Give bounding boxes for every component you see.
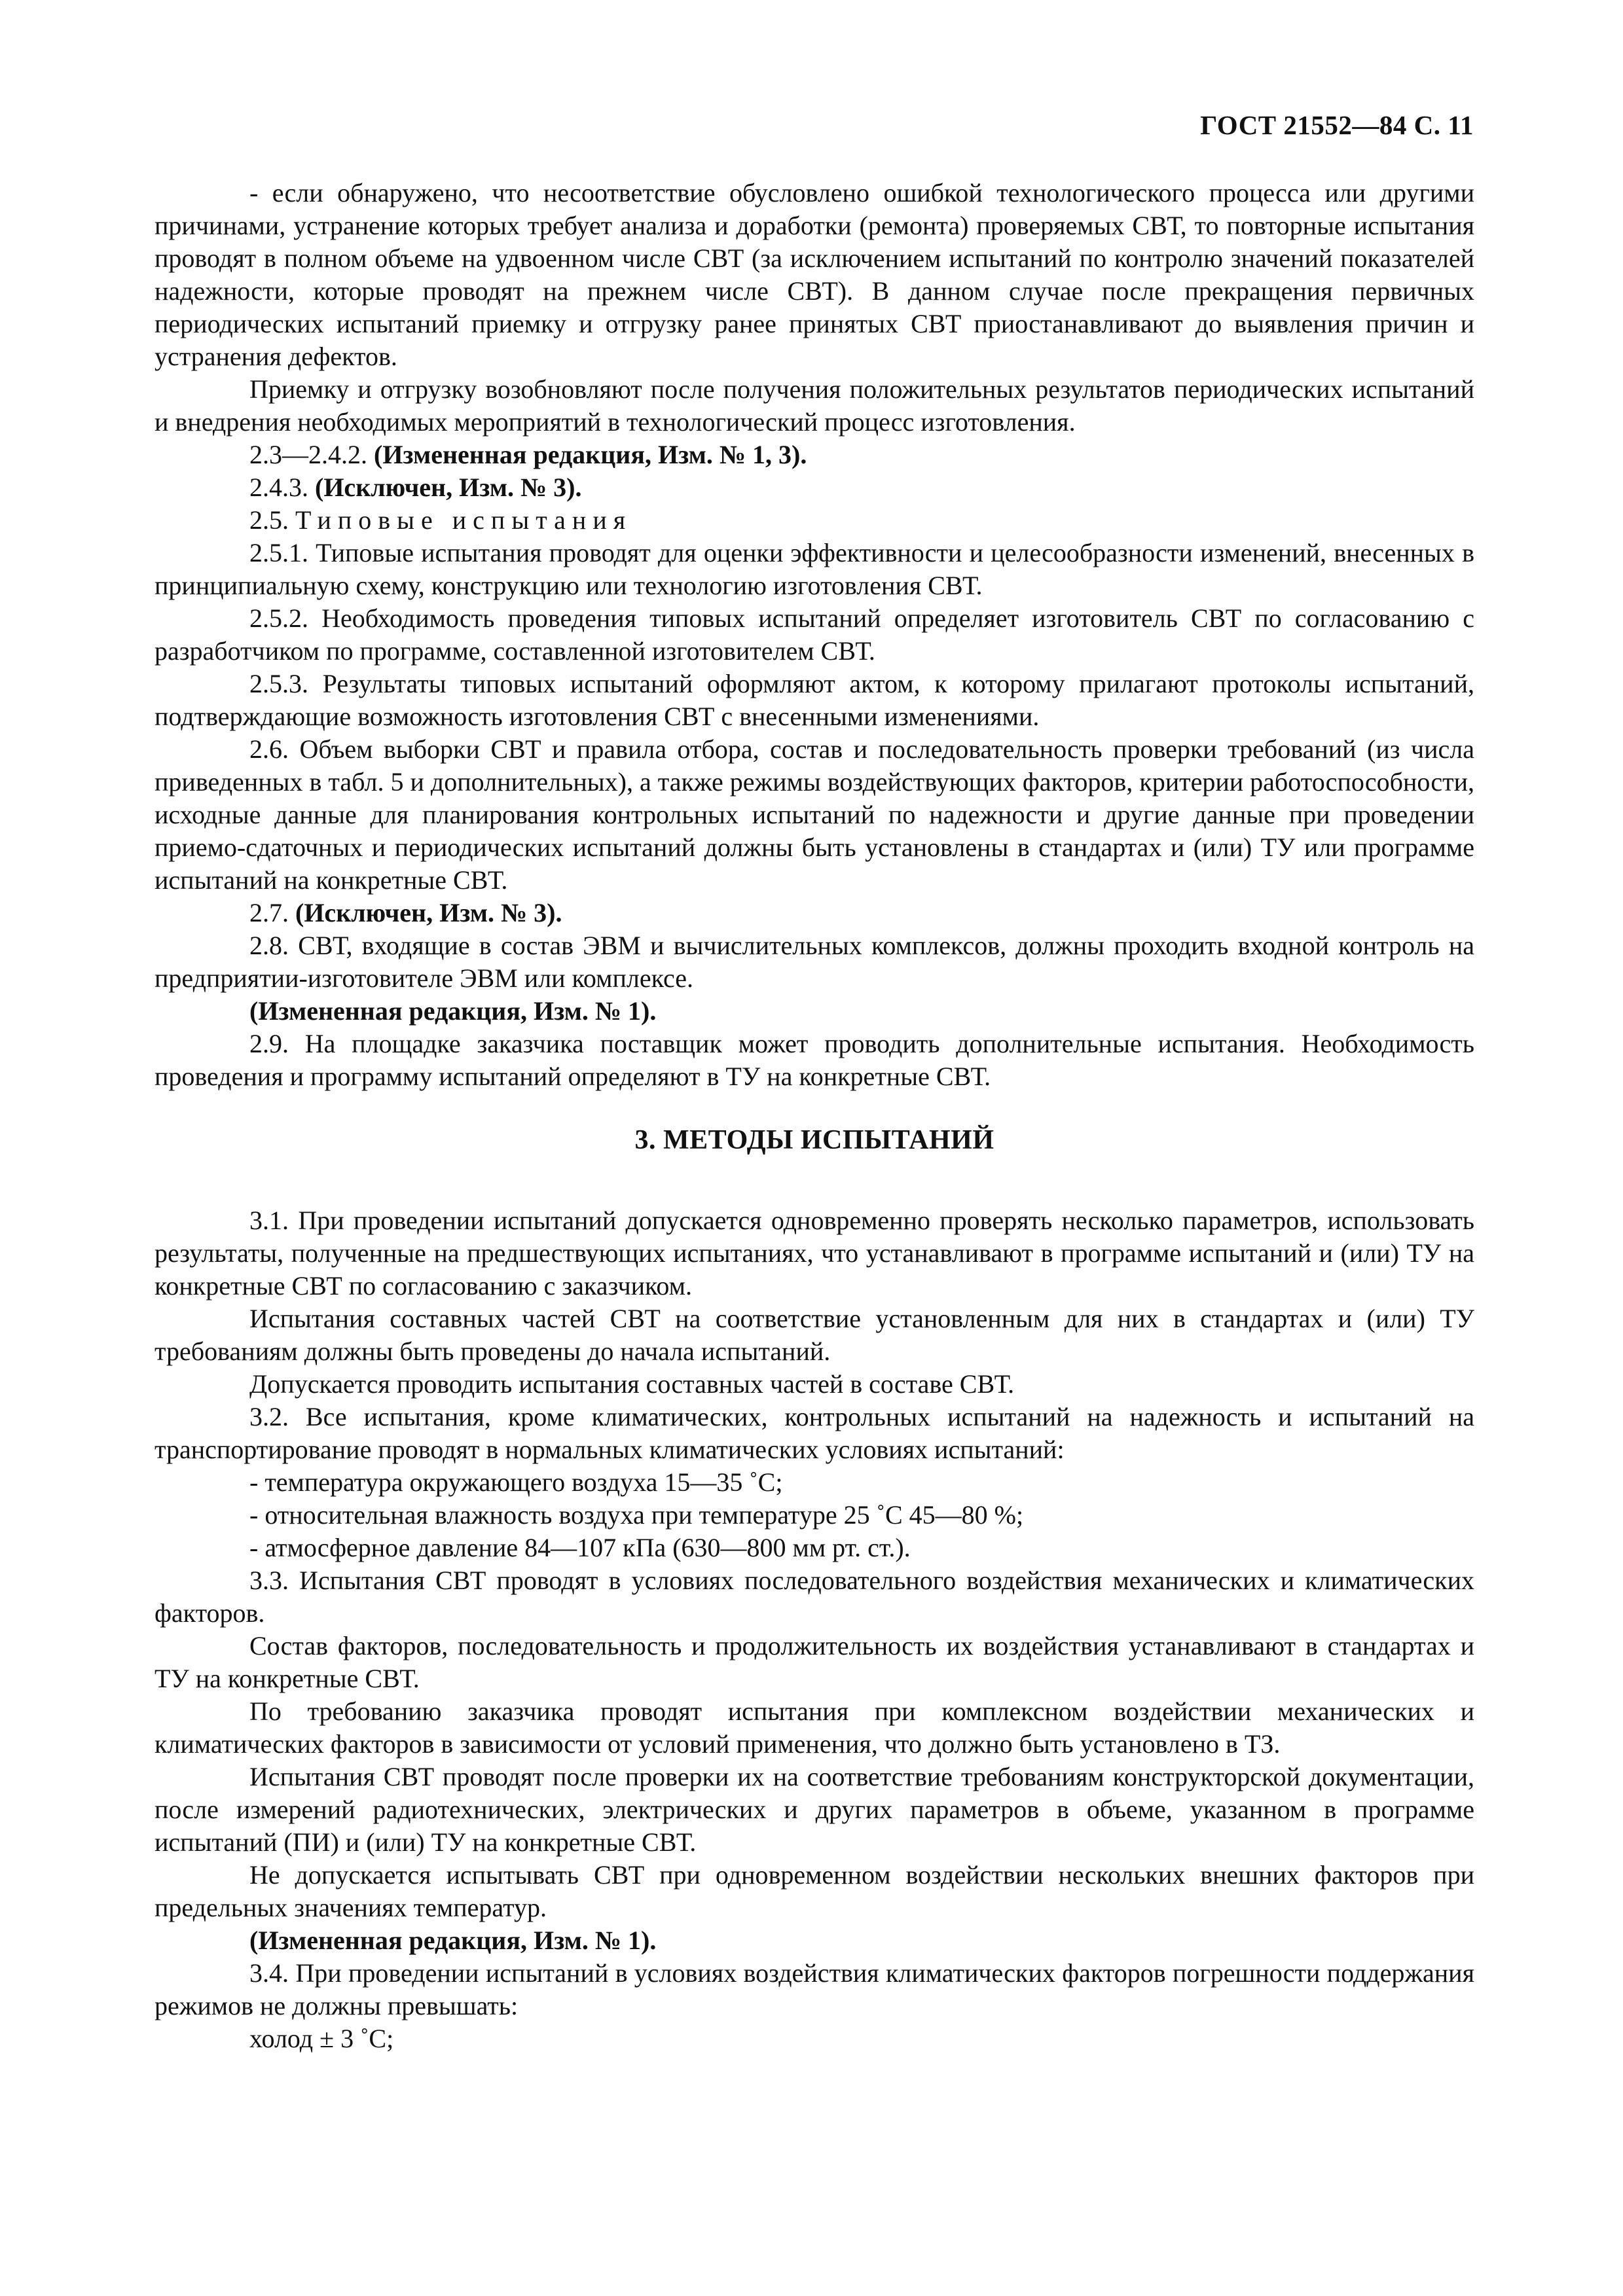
- spaced-heading: Типовые испытания: [295, 505, 632, 535]
- clause-2-8: 2.8. СВТ, входящие в состав ЭВМ и вычислительных комплексов, должны проходить входной контроль на предприятии-изготовителе ЭВМ или комплексе.: [155, 931, 1474, 993]
- clause-3-4: 3.4. При проведении испытаний в условиях воздействия климатических факторов погрешности поддержания режимов не должны превышать:: [155, 1958, 1474, 2020]
- clause-3-3: 3.3. Испытания СВТ проводят в условиях последовательного воздействия механических и климатических факторов.: [155, 1566, 1474, 1628]
- clause-2-5-heading: [155, 504, 1474, 537]
- clause-number: 2.3—2.4.2.: [249, 440, 367, 469]
- clause-3-1: 3.1. При проведении испытаний допускается одновременно проверять несколько параметров, использовать результаты, полученные на предшествующих испытаниях, что устанавливают в программе испытаний и (или) ТУ на конкретные СВТ по согласованию с заказчиком.: [155, 1206, 1474, 1300]
- clause-2-5-2: 2.5.2. Необходимость проведения типовых испытаний определяет изготовитель СВТ по согласованию с разработчиком по программе, составленной изготовителем СВТ.: [155, 603, 1474, 666]
- clause-number: 2.5.: [249, 505, 289, 535]
- amendment-note: (Исключен, Изм. № 3).: [315, 473, 582, 502]
- amendment-note: (Исключен, Изм. № 3).: [295, 898, 562, 927]
- paragraph-not-allowed: Не допускается испытывать СВТ при одновременном воздействии нескольких внешних факторов при предельных значениях температур.: [155, 1860, 1474, 1922]
- clause-2-9: 2.9. На площадке заказчика поставщик может проводить дополнительные испытания. Необходимость проведения и программу испытаний определяют в ТУ на конкретные СВТ.: [155, 1029, 1474, 1091]
- list-item-temperature: - температура окружающего воздуха 15—35 ˚С;: [249, 1467, 783, 1497]
- clause-2-3-2-4-2: [155, 439, 1474, 471]
- clause-2-7: [155, 897, 1474, 929]
- list-item-humidity: - относительная влажность воздуха при температуре 25 ˚С 45—80 %;: [249, 1500, 1024, 1530]
- paragraph-customer-request: По требованию заказчика проводят испытания при комплексном воздействии механических и климатических факторов в зависимости от условий применения, что должно быть установлено в ТЗ.: [155, 1696, 1474, 1759]
- paragraph-components-allowed: Допускается проводить испытания составных частей в составе СВТ.: [249, 1369, 1015, 1399]
- section-title: 3. МЕТОДЫ ИСПЫТАНИЙ: [634, 1125, 994, 1155]
- list-item-pressure: - атмосферное давление 84—107 кПа (630—800 мм рт. ст.).: [249, 1533, 911, 1562]
- document-body: [155, 177, 1474, 2055]
- clause-number: 2.4.3.: [249, 473, 308, 502]
- clause-2-4-3: [155, 471, 1474, 504]
- running-head: ГОСТ 21552—84 С. 11: [1200, 110, 1474, 140]
- paragraph-components-tests: Испытания составных частей СВТ на соответствие установленным для них в стандартах и (или) ТУ требованиям должны быть проведены до начала испытаний.: [155, 1304, 1474, 1366]
- amendment-note-3-3: (Измененная редакция, Изм. № 1).: [249, 1926, 657, 1955]
- amendment-note-2-8: (Измененная редакция, Изм. № 1).: [249, 996, 657, 1026]
- amendment-note: (Измененная редакция, Изм. № 1, 3).: [374, 440, 807, 469]
- paragraph-factors: Состав факторов, последовательность и продолжительность их воздействия устанавливают в стандартах и ТУ на конкретные СВТ.: [155, 1631, 1474, 1693]
- paragraph-after-verification: Испытания СВТ проводят после проверки их на соответствие требованиям конструкторской документации, после измерений радиотехнических, электрических и других параметров в объеме, указанном в программе испытаний (ПИ) и (или) ТУ на конкретные СВТ.: [155, 1762, 1474, 1857]
- clause-2-6: 2.6. Объем выборки СВТ и правила отбора, состав и последовательность проверки требований (из числа приведенных в табл. 5 и дополнительных), а также режимы воздействующих факторов, критерии работоспособности, исходные данные для планирования контрольных испытаний по надежности и другие данные при проведении приемо-сдаточных и периодических испытаний должны быть установлены в стандартах и (или) ТУ или программе испытаний на конкретные СВТ.: [155, 734, 1474, 895]
- clause-2-5-1: 2.5.1. Типовые испытания проводят для оценки эффективности и целесообразности изменений, внесенных в принципиальную схему, конструкцию или технологию изготовления СВТ.: [155, 538, 1474, 600]
- tolerance-cold: холод ± 3 ˚С;: [249, 2024, 394, 2053]
- clause-number: 2.7.: [249, 898, 289, 927]
- paragraph-repeat-tests: - если обнаружено, что несоответствие обусловлено ошибкой технологического процесса или другими причинами, устранение которых требует анализа и доработки (ремонта) проверяемых СВТ, то повторные испытания проводят в полном объеме на удвоенном числе СВТ (за исключением испытаний по контролю значений показателей надежности, которые проводят на прежнем числе СВТ). В данном случае после прекращения первичных периодических испытаний приемку и отгрузку ранее принятых СВТ приостанавливают до выявления причин и устранения дефектов.: [155, 178, 1474, 371]
- clause-3-2: 3.2. Все испытания, кроме климатических, контрольных испытаний на надежность и испытаний на транспортирование проводят в нормальных климатических условиях испытаний:: [155, 1402, 1474, 1464]
- clause-2-5-3: 2.5.3. Результаты типовых испытаний оформляют актом, к которому прилагают протоколы испытаний, подтверждающие возможность изготовления СВТ с внесенными изменениями.: [155, 669, 1474, 731]
- paragraph-resume-acceptance: Приемку и отгрузку возобновляют после получения положительных результатов периодических испытаний и внедрения необходимых мероприятий в технологический процесс изготовления.: [155, 374, 1474, 437]
